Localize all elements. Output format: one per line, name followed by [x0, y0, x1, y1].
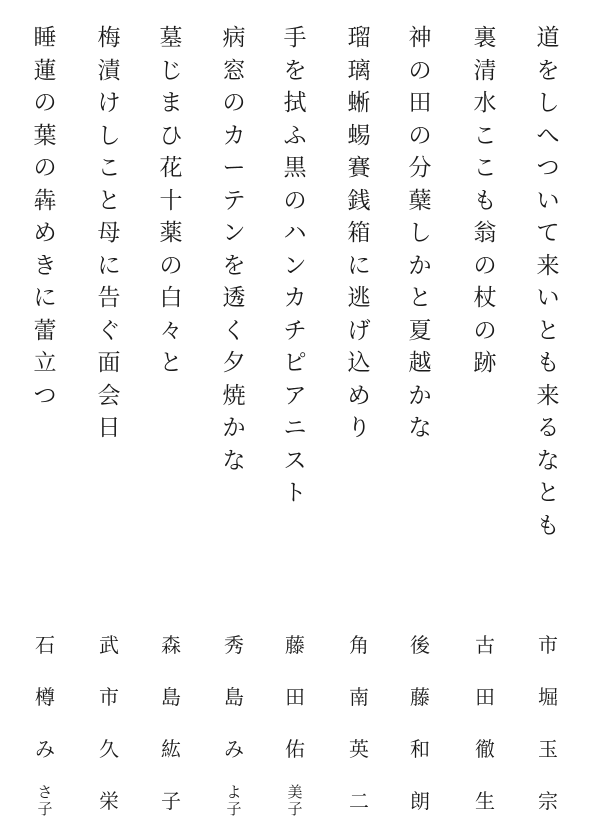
poem-char: 箱	[347, 220, 371, 246]
author-char: 武	[99, 633, 119, 657]
poem-char: 跡	[473, 350, 497, 376]
poem-char: 会	[97, 382, 121, 409]
poem-char: と	[97, 187, 121, 214]
author-char: 後	[410, 633, 430, 657]
poem-char: 蕾	[33, 317, 57, 344]
poem-char: 分	[408, 155, 432, 181]
author-char: 栄	[99, 789, 119, 813]
poem-char: 拭	[283, 90, 307, 116]
poem-char: ニ	[283, 415, 307, 441]
poem-char: ン	[222, 220, 246, 246]
author-char: 和	[410, 737, 430, 761]
poem-char: 告	[97, 285, 121, 311]
poem-char: ふ	[283, 122, 307, 149]
poem-char: の	[473, 317, 497, 344]
poem-char: チ	[283, 317, 307, 344]
haiku-author	[89, 628, 129, 836]
poem-char: 病	[222, 25, 246, 51]
poem-char: 日	[97, 415, 121, 441]
poem-char: か	[408, 252, 432, 279]
author-char: 藤	[410, 685, 430, 709]
poem-char: も	[473, 187, 497, 214]
haiku-poem	[151, 22, 191, 380]
haiku-author	[339, 628, 379, 836]
poem-char: し	[536, 90, 560, 116]
poem-char: 薬	[159, 220, 183, 246]
author-char: 森	[161, 633, 181, 657]
poem-char: 田	[408, 90, 432, 116]
poem-char: 込	[347, 350, 371, 376]
haiku-author	[25, 628, 65, 836]
poem-char: も	[536, 350, 560, 376]
poem-char: 裏	[473, 25, 497, 51]
poem-char: 十	[159, 187, 183, 214]
poem-char: ア	[283, 382, 307, 409]
poem-char: 立	[33, 350, 57, 376]
poem-char: ス	[283, 447, 307, 474]
poem-char: と	[408, 285, 432, 311]
poem-char: 漬	[97, 57, 121, 84]
poem-char: 透	[222, 285, 246, 311]
poem-char: の	[473, 252, 497, 279]
poem-char: こ	[473, 155, 497, 181]
poem-char: 蜥	[347, 90, 371, 116]
haiku-author	[465, 628, 505, 836]
poem-char: 々	[159, 317, 183, 344]
poem-char: な	[536, 447, 560, 474]
poem-char: ひ	[159, 122, 183, 149]
author-char: み	[35, 737, 55, 761]
author-char: 子	[161, 789, 181, 813]
haiku-poem	[89, 22, 129, 445]
poem-char: に	[33, 285, 57, 311]
author-char: 藤	[285, 633, 305, 657]
poem-char: し	[97, 122, 121, 149]
author-char: 朗	[410, 789, 430, 813]
poem-char: 蓮	[33, 57, 57, 84]
poem-char: ピ	[283, 350, 307, 376]
poem-char: と	[159, 350, 183, 376]
author-char: さ 子	[37, 783, 53, 818]
haiku-author	[214, 628, 254, 836]
poem-char: 清	[473, 57, 497, 84]
poem-char: カ	[222, 122, 246, 149]
poem-char: ま	[159, 90, 183, 116]
poem-char: し	[408, 220, 432, 246]
poem-char: ぐ	[97, 317, 121, 344]
haiku-poem	[25, 22, 65, 412]
poem-char: カ	[283, 285, 307, 311]
poem-char: け	[97, 90, 121, 116]
poem-char: き	[33, 252, 57, 279]
poem-char: 窓	[222, 57, 246, 84]
poem-char: と	[536, 480, 560, 506]
poem-char: 梅	[97, 25, 121, 51]
poem-char: ー	[222, 155, 246, 181]
poem-char: の	[408, 122, 432, 149]
poem-char: げ	[347, 317, 371, 344]
author-char: 徹	[475, 737, 495, 761]
poem-char: 璃	[347, 57, 371, 84]
poem-char: 面	[97, 350, 121, 376]
author-char: 久	[99, 737, 119, 761]
poem-char: ト	[283, 480, 307, 506]
poem-char: な	[408, 415, 432, 441]
poem-char: を	[536, 57, 560, 84]
poem-char: く	[222, 317, 246, 344]
author-char: 堀	[538, 685, 558, 709]
author-char: 樽	[35, 685, 55, 709]
poem-char: つ	[33, 382, 57, 409]
poem-char: る	[536, 415, 560, 441]
poem-char: テ	[222, 187, 246, 214]
poem-char: の	[222, 90, 246, 116]
poem-char: 白	[159, 285, 183, 311]
poem-char: ハ	[283, 220, 307, 246]
poem-char: い	[536, 285, 560, 311]
author-char: 宗	[538, 789, 558, 813]
poem-char: も	[536, 512, 560, 539]
poem-char: 越	[408, 350, 432, 376]
poem-char: 手	[283, 25, 307, 51]
author-char: 島	[161, 685, 181, 709]
poem-char: 墓	[159, 25, 183, 51]
poem-char: り	[347, 415, 371, 441]
poem-char: の	[33, 90, 57, 116]
author-char: 秀	[224, 633, 244, 657]
poem-char: つ	[536, 155, 560, 181]
poem-char: へ	[536, 122, 560, 149]
poem-char: 睡	[33, 25, 57, 51]
haiku-poem	[400, 22, 440, 445]
poem-char: 神	[408, 25, 432, 51]
haiku-poem	[339, 22, 379, 445]
poem-char: の	[283, 187, 307, 214]
author-char: 古	[475, 633, 495, 657]
poem-char: の	[408, 57, 432, 84]
author-char: 紘	[161, 737, 181, 761]
poem-char: か	[408, 382, 432, 409]
author-char: 生	[475, 789, 495, 813]
author-char: 島	[224, 685, 244, 709]
author-char: 田	[475, 685, 495, 709]
author-char: 二	[349, 789, 369, 813]
haiku-poem	[275, 22, 315, 510]
poem-char: 来	[536, 252, 560, 279]
poem-char: と	[536, 317, 560, 344]
author-char: よ 子	[226, 783, 242, 818]
author-char: 田	[285, 685, 305, 709]
poem-char: 蜴	[347, 122, 371, 149]
poem-char: 蘖	[408, 187, 432, 214]
poem-char: に	[97, 252, 121, 279]
poem-char: 翁	[473, 220, 497, 246]
poem-char: め	[33, 220, 57, 246]
haiku-author	[528, 628, 568, 836]
haiku-poem	[465, 22, 505, 380]
poem-char: な	[222, 447, 246, 474]
author-char: 石	[35, 633, 55, 657]
poem-char: 瑠	[347, 25, 371, 51]
poem-char: の	[33, 155, 57, 181]
poem-char: 夏	[408, 317, 432, 344]
author-char: 南	[349, 685, 369, 709]
author-char: み	[224, 737, 244, 761]
poem-char: か	[222, 415, 246, 441]
haiku-author	[151, 628, 191, 836]
haiku-poem	[528, 22, 568, 542]
poem-char: 焼	[222, 382, 246, 409]
poem-char: 黒	[283, 155, 307, 181]
haiku-author	[400, 628, 440, 836]
poem-char: て	[536, 220, 560, 246]
poem-char: 水	[473, 90, 497, 116]
poem-char: 賽	[347, 155, 371, 181]
author-char: 市	[538, 633, 558, 657]
poem-char: に	[347, 252, 371, 279]
author-char: 角	[349, 633, 369, 657]
author-char: 玉	[538, 737, 558, 761]
haiku-author	[275, 628, 315, 836]
author-char: 佑	[285, 737, 305, 761]
poem-char: 花	[159, 155, 183, 181]
poem-char: ン	[283, 252, 307, 279]
haiku-poem	[214, 22, 254, 477]
poem-char: を	[283, 57, 307, 84]
author-char: 英	[349, 737, 369, 761]
poem-char: 葉	[33, 122, 57, 149]
author-char: 市	[99, 685, 119, 709]
poem-char: こ	[97, 155, 121, 181]
poem-char: 杖	[473, 285, 497, 311]
poem-char: 銭	[347, 187, 371, 214]
poem-char: 母	[97, 220, 121, 246]
poem-char: 犇	[33, 187, 57, 214]
poem-char: 逃	[347, 285, 371, 311]
poem-char: の	[159, 252, 183, 279]
author-char: 美 子	[287, 783, 303, 818]
poem-char: め	[347, 382, 371, 409]
poem-char: 来	[536, 382, 560, 409]
poem-char: こ	[473, 122, 497, 149]
poem-char: じ	[159, 57, 183, 84]
poem-char: を	[222, 252, 246, 279]
poem-char: い	[536, 187, 560, 214]
poem-char: 夕	[222, 350, 246, 376]
poem-char: 道	[536, 25, 560, 51]
